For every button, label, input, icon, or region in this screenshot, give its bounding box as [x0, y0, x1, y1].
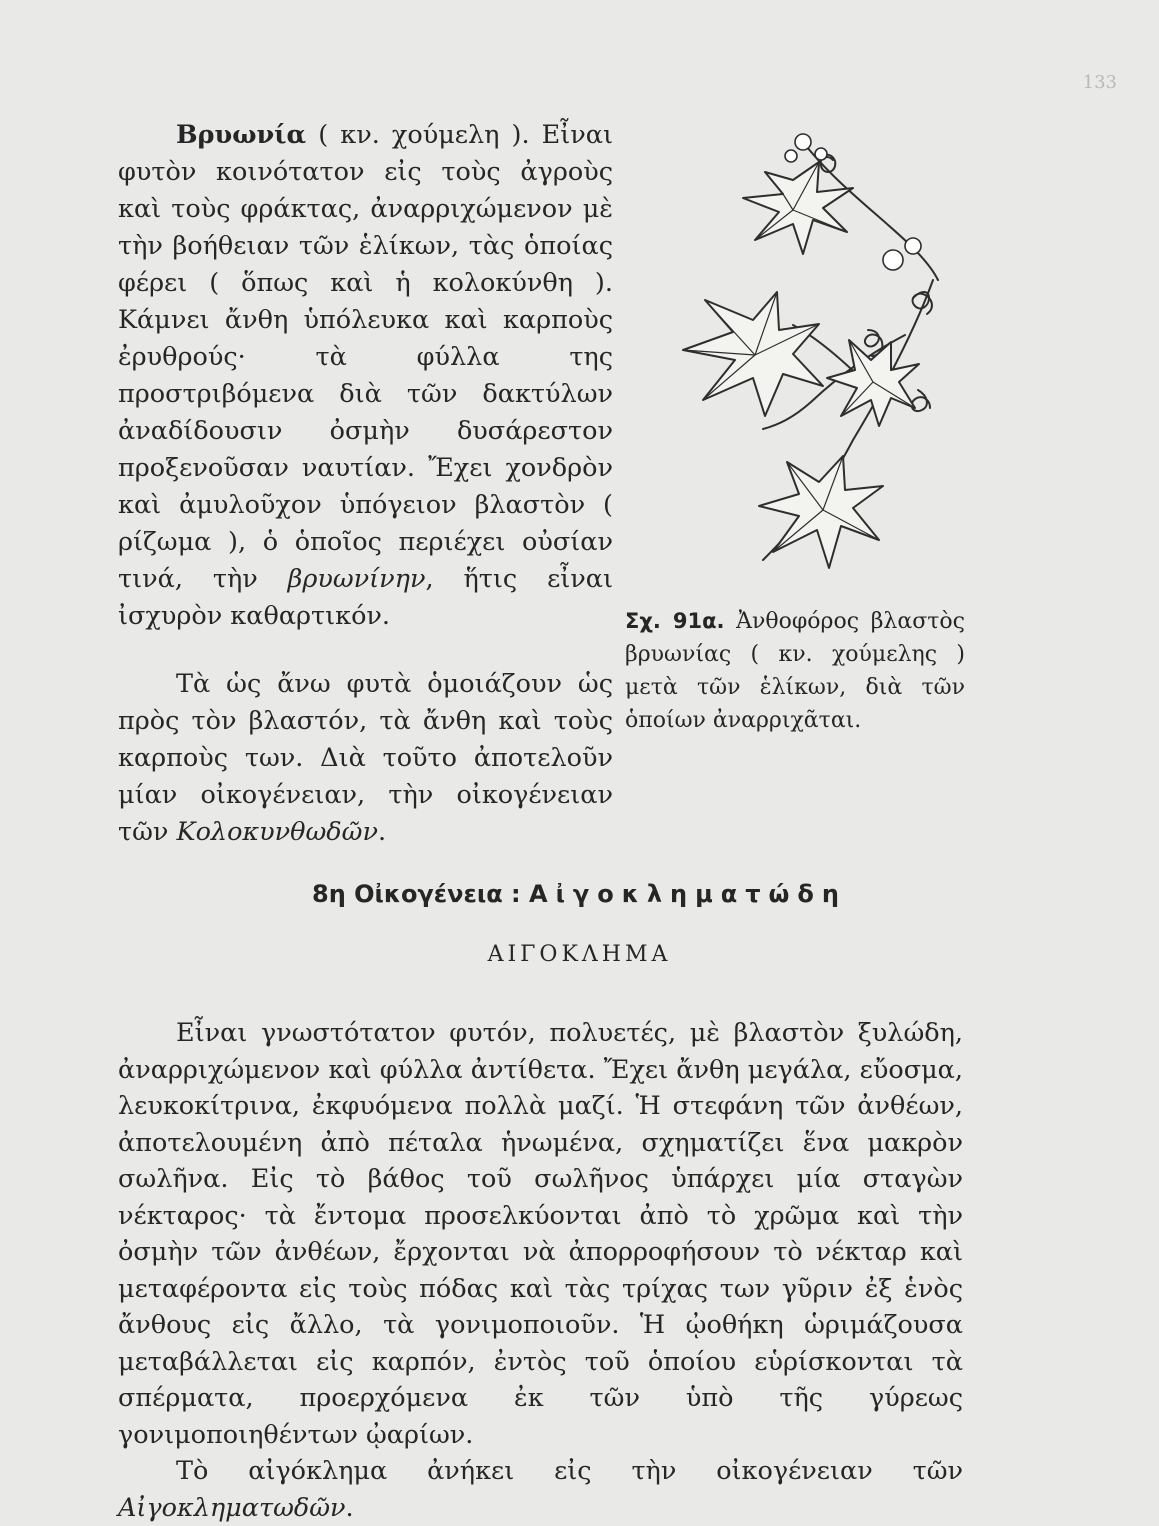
term-bryonine: βρυωνίνην: [287, 564, 426, 594]
paragraph-honeysuckle: Εἶναι γνωστότατον φυτόν, πολυετές, μὲ βλαστὸν ξυλώδη, ἀναρριχώμενον καὶ φύλλα ἀντίθετα. Ἔχει ἄνθη μεγάλα, εὔοσμα, λευκοκίτρινα, ἐκφυόμενα πολλὰ μαζί. Ἡ στεφάνη τῶν ἀνθέων, ἀποτελουμένη ἀπὸ πέταλα ἡνωμένα, σχηματίζει ἕνα μακρὸν σωλῆνα. Εἰς τὸ βάθος τοῦ σωλῆνος ὑπάρχει μία σταγὼν νέκταρος· τὰ ἔντομα προσελκύονται ἀπὸ τὸ χρῶμα καὶ τὴν ὀσμὴν τῶν ἀνθέων, ἔρχονται νὰ ἀπορροφήσουν τὸ νέκταρ καὶ μεταφέροντα εἰς τοὺς πόδας καὶ τὰς τρίχας των γῦριν ἐξ ἑνὸς ἄνθους εἰς ἄλλο, τὰ γονιμοποιοῦν. Ἡ ᾠοθήκη ὡριμάζουσα μεταβάλλεται εἰς καρπόν, ἐντὸς τοῦ ὁποίου εὑρίσκονται τὰ σπέρματα, προερχόμενα ἐκ τῶν ὑπὸ τῆς γύρεως γονιμοποιηθέντων ᾠαρίων.: [118, 1018, 963, 1450]
leaf-top: [743, 162, 853, 254]
tendril-1: [913, 292, 932, 314]
flower-2: [815, 148, 827, 160]
bryonia-illustration: [643, 120, 963, 575]
flower-3: [785, 150, 797, 162]
caption-text: Ἀνθοφόρος βλαστὸς βρυωνίας ( κν. χούμελης ) μετὰ τῶν ἑλίκων, διὰ τῶν ὁποίων ἀναρριχᾶται.: [625, 609, 965, 733]
bottom-text-column: [118, 1015, 963, 1526]
paragraph-family-summary: Τὰ ὡς ἄνω φυτὰ ὁμοιάζουν ὡς πρὸς τὸν βλαστόν, τὰ ἄνθη καὶ τοὺς καρποὺς των. Διὰ τοῦτο ἀποτελοῦν μίαν οἰκογένειαν, τὴν οἰκογένειαν τῶν Κολοκυνθωδῶν.: [118, 669, 613, 847]
paragraph-honeysuckle-family: Τὸ αἰγόκλημα ἀνήκει εἰς τὴν οἰκογένειαν τῶν Αἰγοκληματωδῶν.: [118, 1456, 963, 1523]
family-name: Αἰγοκληματώδη: [529, 880, 847, 908]
plant-heading: ΑΙΓΟΚΛΗΜΑ: [487, 942, 672, 967]
paragraph-bryonia: Βρυωνία ( κν. χούμελη ). Εἶναι φυτὸν κοινότατον εἰς τοὺς ἀγροὺς καὶ τοὺς φράκτας, ἀναρριχώμενον μὲ τὴν βοήθειαν τῶν ἑλίκων, τὰς ὁποίας φέρει ( ὅπως καὶ ἡ κολοκύνθη ). Κάμνει ἄνθη ὑπόλευκα καὶ καρποὺς ἐρυθρούς· τὰ φύλλα της προστριβόμενα διὰ τῶν δακτύλων ἀναδίδουσιν ὀσμὴν δυσάρεστον προξενοῦσαν ναυτίαν. Ἔχει χονδρὸν καὶ ἀμυλοῦχον ὑπόγειον βλαστὸν ( ρίζωμα ), ὁ ὁποῖος περιέχει οὐσίαν τινά, τὴν βρυωνίνην, ἥτις εἶναι ἰσχυρὸν καθαρτικόν.: [118, 120, 613, 631]
top-text-column: [118, 117, 613, 851]
term-cucurbitaceae: Κολοκυνθωδῶν: [176, 817, 378, 847]
flower-4: [883, 250, 903, 270]
term-caprifoliaceae: Αἰγοκληματωδῶν: [118, 1492, 346, 1523]
page-number: 133: [1082, 72, 1117, 93]
flower-1: [795, 134, 811, 150]
term-bryonia: Βρυωνία: [176, 120, 307, 150]
caption-label: Σχ. 91α.: [625, 609, 725, 633]
figure-caption: [625, 605, 965, 737]
section-heading: 8η Οἰκογένεια : Αἰγοκληματώδη: [312, 880, 847, 908]
flower-5: [905, 238, 921, 254]
leaf-middle: [683, 292, 823, 416]
